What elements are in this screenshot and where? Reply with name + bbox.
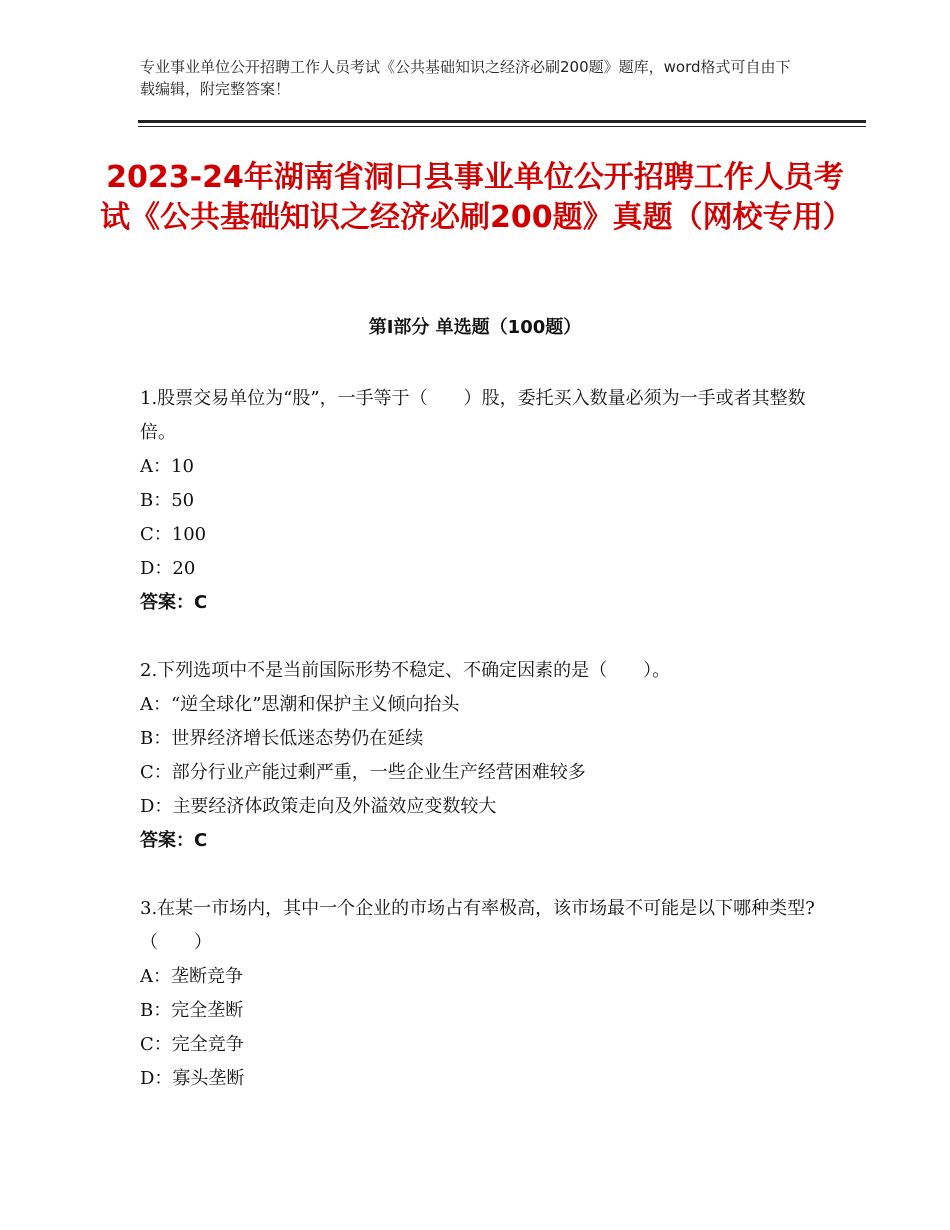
header-note: 专业事业单位公开招聘工作人员考试《公共基础知识之经济必刷200题》题库，word格式可自由下载编辑，附完整答案！ [140,58,791,98]
option-a: A：垄断竞争 [140,966,243,987]
option-a: A：10 [140,456,194,477]
question-3 [140,892,820,1096]
question-1 [140,382,820,620]
option-d: D：主要经济体政策走向及外溢效应变数较大 [140,796,497,817]
question-list [140,382,820,1096]
question-stem: 1.股票交易单位为“股”，一手等于（ ）股，委托买入数量必须为一手或者其整数倍。 [140,388,806,443]
header-rule-thin [138,126,866,127]
option-c: C：100 [140,524,207,545]
section-title: 第Ⅰ部分 单选题（100题） [368,317,582,338]
option-a: A：“逆全球化”思潮和保护主义倾向抬头 [140,694,460,715]
option-d: D：寡头垄断 [140,1068,245,1089]
document-title: 2023-24年湖南省洞口县事业单位公开招聘工作人员考试《公共基础知识之经济必刷200题》真题（网校专用） [100,160,853,235]
option-c: C：部分行业产能过剩严重，一些企业生产经营困难较多 [140,762,586,783]
option-b: B：世界经济增长低迷态势仍在延续 [140,728,424,749]
option-c: C：完全竞争 [140,1034,244,1055]
option-b: B：50 [140,490,195,511]
option-b: B：完全垄断 [140,1000,244,1021]
question-stem: 3.在某一市场内，其中一个企业的市场占有率极高，该市场最不可能是以下哪种类型?（ ） [140,898,815,953]
question-stem: 2.下列选项中不是当前国际形势不稳定、不确定因素的是（ ）。 [140,660,671,681]
answer: 答案：C [140,830,208,851]
answer: 答案：C [140,592,208,613]
header-rule-thick [138,120,866,123]
option-d: D：20 [140,558,196,579]
question-2 [140,654,820,858]
